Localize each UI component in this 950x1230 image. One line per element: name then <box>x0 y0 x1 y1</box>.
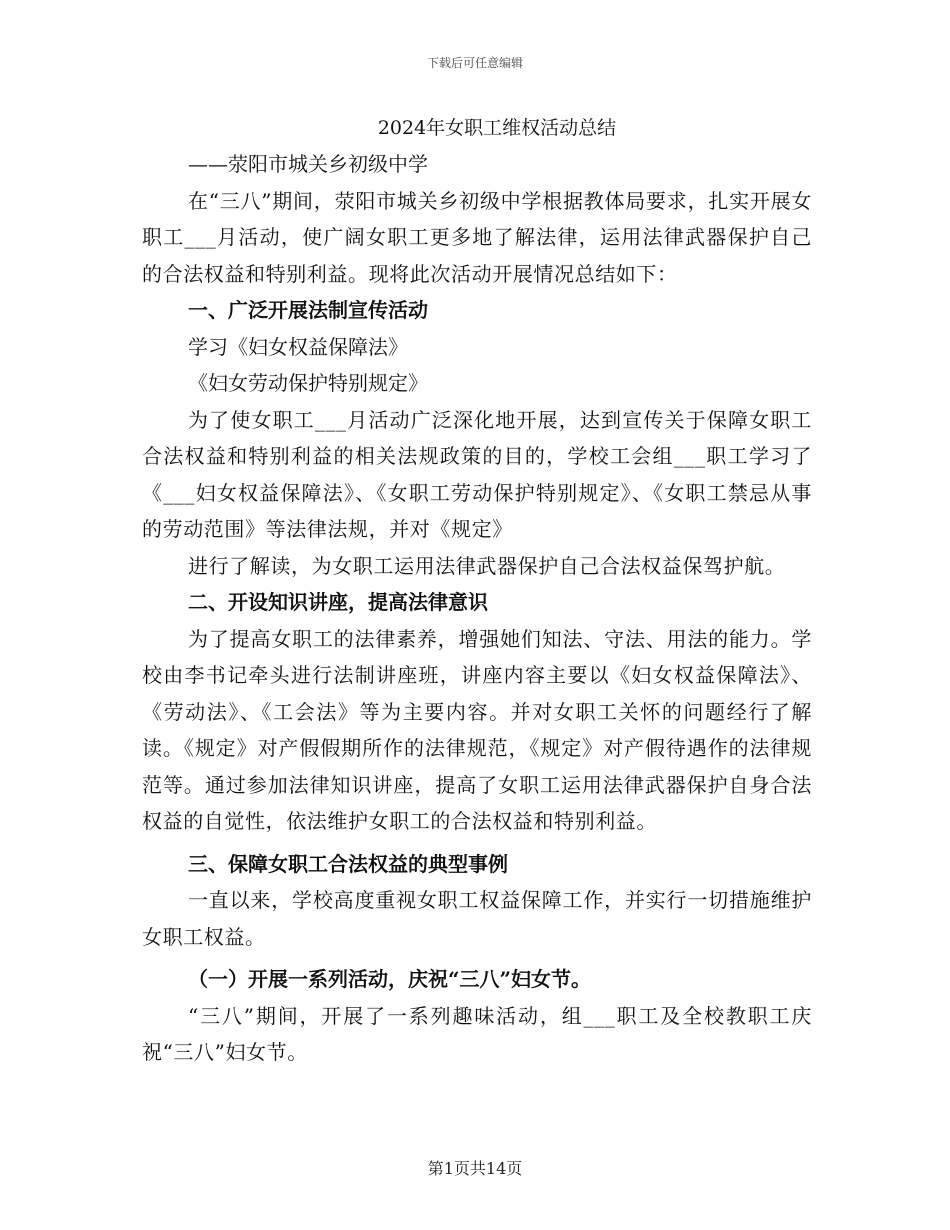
section-heading: 三、保障女职工合法权益的典型事例 <box>188 851 508 876</box>
paragraph: 为了提高女职工的法律素养，增强她们知法、守法、用法的能力。学校由李书记牵头进行法制讲座班，讲座内容主要以《妇女权益保障法》、《劳动法》、《工会法》等为主要内容。并对女职工关怀的问题经行了解读。《规定》对产假假期所作的法律规范，《规定》对产假待遇作的法律规范等。通过参加法律知识讲座，提高了女职工运用法律武器保护自身合法权益的自觉性，依法维护女职工的合法权益和特别利益。 <box>142 626 812 833</box>
document-body <box>142 110 812 1071</box>
document-title: 2024年女职工维权活动总结 <box>377 117 617 139</box>
intro-paragraph: 在“三八”期间，荥阳市城关乡初级中学根据教体局要求，扎实开展女职工___月活动，使广阔女职工更多地了解法律，运用法律武器保护自己的合法权益和特别利益。现将此次活动开展情况总结如下： <box>142 188 812 286</box>
list-item: 学习《妇女权益保障法》 <box>188 334 408 359</box>
document-subtitle: ——荥阳市城关乡初级中学 <box>188 152 428 176</box>
section-heading: 一、广泛开展法制宣传活动 <box>188 298 428 322</box>
section-heading: 二、开设知识讲座，提高法律意识 <box>188 590 488 614</box>
paragraph: 为了使女职工___月活动广泛深化地开展，达到宣传关于保障女职工合法权益和特别利益的相关法规政策的目的，学校工会组___职工学习了《___妇女权益保障法》、《女职工劳动保护特别规定》、《女职工禁忌从事的劳动范围》等法律法规，并对《规定》 <box>142 407 812 541</box>
header-note: 下载后可任意编辑 <box>426 56 523 70</box>
paragraph: 一直以来，学校高度重视女职工权益保障工作，并实行一切措施维护女职工权益。 <box>142 888 812 949</box>
list-item: 《妇女劳动保护特别规定》 <box>188 371 428 395</box>
page-number: 第1页共14页 <box>427 1159 523 1178</box>
subsection-heading: （一）开展一系列活动，庆祝“三八”妇女节。 <box>188 967 592 991</box>
paragraph: “三八”期间，开展了一系列趣味活动，组___职工及全校教职工庆祝“三八”妇女节。 <box>142 1003 812 1064</box>
paragraph: 进行了解读，为女职工运用法律武器保护自己合法权益保驾护航。 <box>188 553 786 578</box>
